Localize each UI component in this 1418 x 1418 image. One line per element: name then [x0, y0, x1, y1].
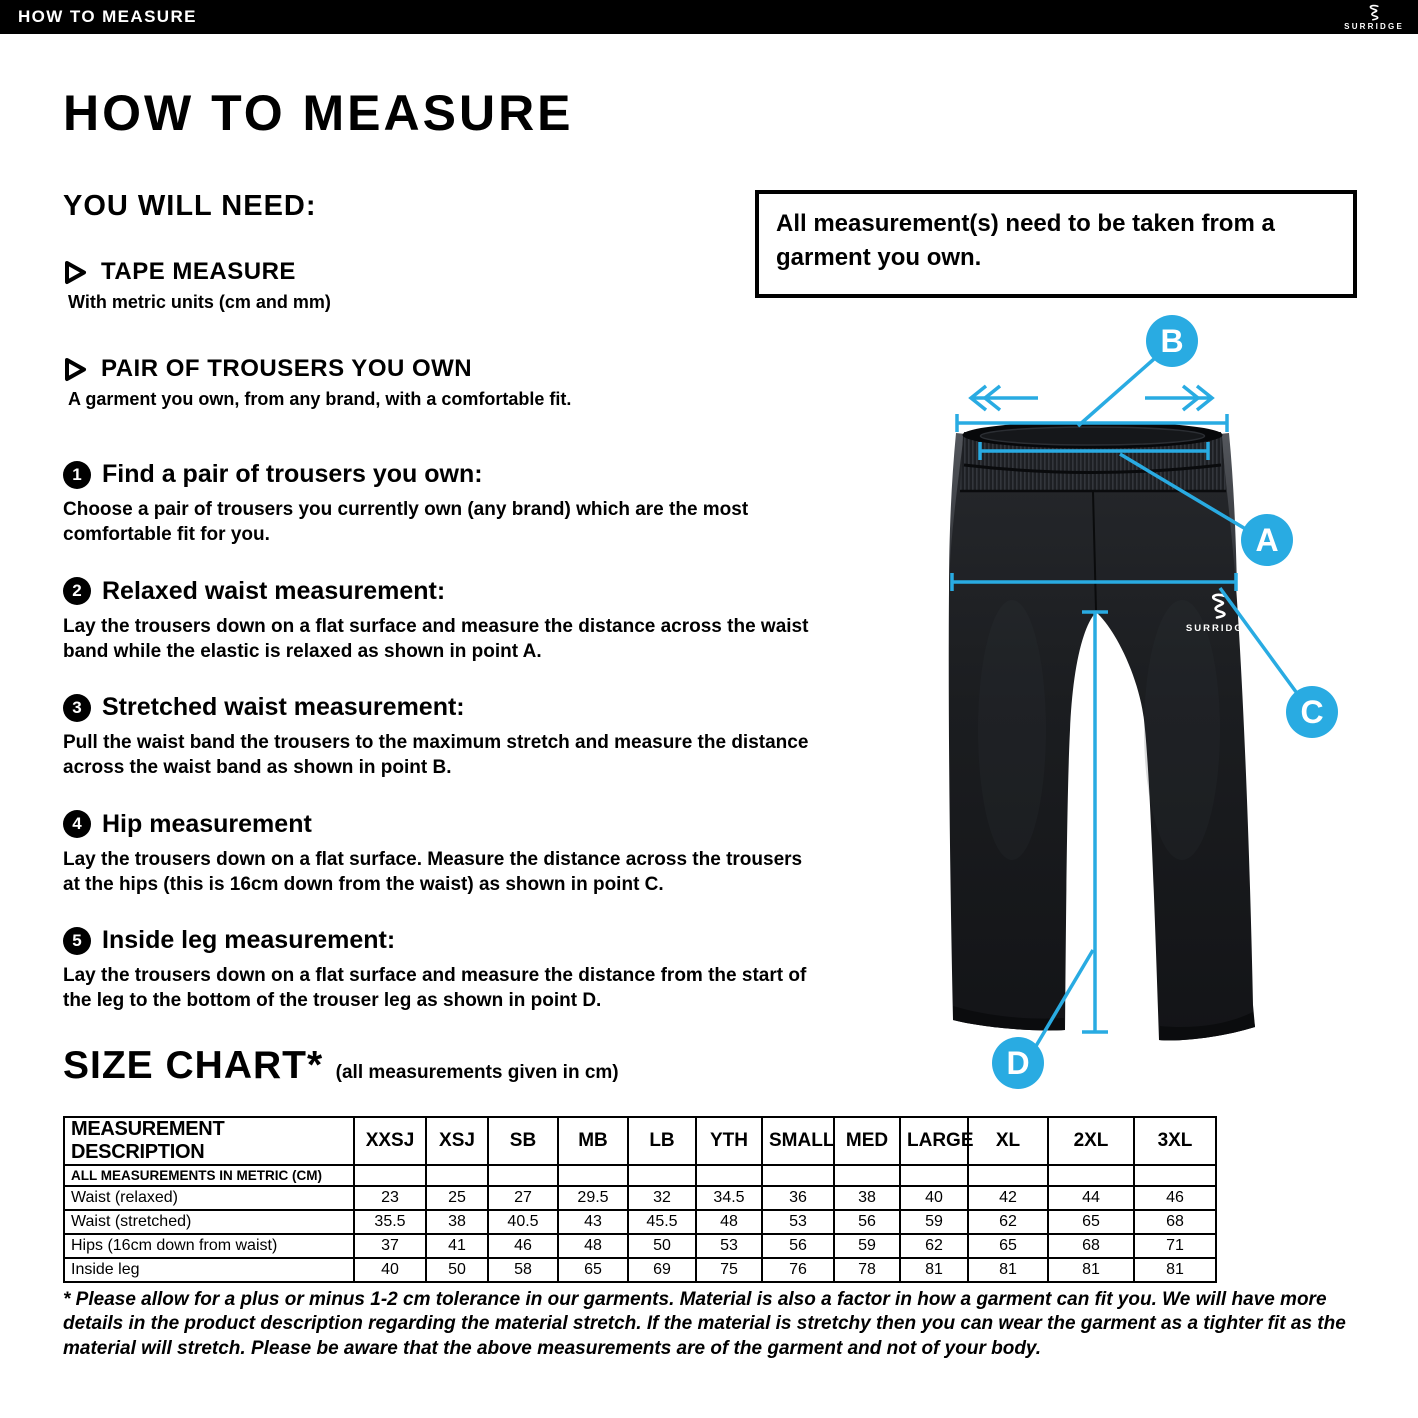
size-chart-row [64, 1234, 1216, 1258]
size-chart-row [64, 1186, 1216, 1210]
size-value-cell: 81 [1048, 1258, 1134, 1282]
tolerance-footnote: * Please allow for a plus or minus 1-2 cm tolerance in our garments. Material is also a factor in how a garment can fit you. We will have more details in the product description regarding the material stretch. If the material is stretchy then you can wear the garment as a tighter fit as the material will stretch. Please be aware that the above measurements are of the garment and not of your body. [63, 1289, 1346, 1359]
trousers-measurement-diagram [920, 300, 1360, 1100]
triangle-bullet-icon [63, 357, 88, 382]
size-value-cell: 48 [558, 1234, 628, 1258]
size-value-cell: 44 [1048, 1186, 1134, 1210]
surridge-s-icon [1367, 4, 1381, 22]
you-will-need-item [63, 258, 783, 313]
empty-cell [834, 1165, 900, 1186]
step-description: Lay the trousers down on a flat surface and measure the distance from the start of the leg to the bottom of the trouser leg as shown in point D. [63, 965, 807, 1012]
size-value-cell: 46 [488, 1234, 558, 1258]
size-value-cell: 23 [354, 1186, 426, 1210]
step-number-badge: 3 [63, 694, 91, 722]
step-title: Find a pair of trousers you own: [102, 460, 483, 488]
size-value-cell: 40.5 [488, 1210, 558, 1234]
measure-steps [63, 460, 833, 1043]
trousers-image [949, 422, 1255, 1041]
size-value-cell: 65 [1048, 1210, 1134, 1234]
step-number-badge: 5 [63, 927, 91, 955]
you-will-need-list [63, 258, 783, 452]
you-will-need-item-description: A garment you own, from any brand, with a comfortable fit. [68, 389, 572, 409]
empty-cell [488, 1165, 558, 1186]
size-value-cell: 78 [834, 1258, 900, 1282]
size-value-cell: 59 [900, 1210, 968, 1234]
size-value-cell: 50 [628, 1234, 696, 1258]
size-value-cell: 42 [968, 1186, 1048, 1210]
size-row-label: Waist (stretched) [64, 1210, 354, 1234]
size-value-cell: 76 [762, 1258, 834, 1282]
size-chart-row [64, 1210, 1216, 1234]
measure-step [63, 810, 833, 898]
empty-cell [968, 1165, 1048, 1186]
size-col-header: LB [628, 1117, 696, 1165]
empty-cell [558, 1165, 628, 1186]
svg-text:SURRIDGE: SURRIDGE [1185, 623, 1253, 634]
page-title: HOW TO MEASURE [63, 85, 574, 141]
size-value-cell: 81 [900, 1258, 968, 1282]
you-will-need-item-title: TAPE MEASURE [101, 258, 296, 285]
size-col-header: MED [834, 1117, 900, 1165]
size-value-cell: 69 [628, 1258, 696, 1282]
size-value-cell: 38 [834, 1186, 900, 1210]
diagram-point-C [1286, 686, 1338, 738]
size-value-cell: 40 [354, 1258, 426, 1282]
notice-text: All measurement(s) need to be taken from a garment you own. [776, 210, 1275, 272]
size-value-cell: 81 [1134, 1258, 1216, 1282]
size-chart-heading [63, 1044, 619, 1088]
metric-note-row [64, 1165, 1216, 1186]
diagram-point-A [1241, 514, 1293, 566]
you-will-need-item [63, 355, 783, 410]
size-value-cell: 35.5 [354, 1210, 426, 1234]
measure-step [63, 926, 833, 1014]
size-value-cell: 27 [488, 1186, 558, 1210]
svg-text:B: B [1160, 323, 1184, 359]
you-will-need-item-description: With metric units (cm and mm) [68, 292, 331, 312]
empty-cell [1134, 1165, 1216, 1186]
size-value-cell: 62 [968, 1210, 1048, 1234]
size-col-header: XL [968, 1117, 1048, 1165]
size-value-cell: 41 [426, 1234, 488, 1258]
size-chart-subtitle: (all measurements given in cm) [335, 1062, 619, 1083]
step-description: Choose a pair of trousers you currently own (any brand) which are the most comfortable fit for you. [63, 499, 749, 546]
you-will-need-item-title: PAIR OF TROUSERS YOU OWN [101, 355, 473, 382]
size-value-cell: 56 [762, 1234, 834, 1258]
you-will-need-heading: YOU WILL NEED: [63, 190, 317, 222]
empty-cell [628, 1165, 696, 1186]
empty-cell [762, 1165, 834, 1186]
svg-text:A: A [1255, 522, 1279, 558]
size-chart-header-row [64, 1117, 1216, 1165]
size-col-header: LARGE [900, 1117, 968, 1165]
size-value-cell: 53 [696, 1234, 762, 1258]
size-value-cell: 59 [834, 1234, 900, 1258]
size-value-cell: 48 [696, 1210, 762, 1234]
measure-step [63, 460, 833, 548]
empty-cell [696, 1165, 762, 1186]
size-value-cell: 68 [1048, 1234, 1134, 1258]
step-number-badge: 2 [63, 577, 91, 605]
empty-cell [900, 1165, 968, 1186]
empty-cell [354, 1165, 426, 1186]
size-value-cell: 53 [762, 1210, 834, 1234]
size-value-cell: 68 [1134, 1210, 1216, 1234]
size-chart-title: SIZE CHART* [63, 1044, 324, 1087]
size-col-header: MB [558, 1117, 628, 1165]
size-col-header: SB [488, 1117, 558, 1165]
measure-step [63, 693, 833, 781]
svg-text:C: C [1300, 694, 1324, 730]
triangle-bullet-icon [63, 260, 88, 285]
diagram-point-B [1146, 315, 1198, 367]
size-row-label: Hips (16cm down from waist) [64, 1234, 354, 1258]
size-value-cell: 75 [696, 1258, 762, 1282]
top-bar [0, 0, 1418, 34]
step-title: Hip measurement [102, 809, 312, 838]
notice-box [755, 190, 1357, 298]
size-value-cell: 34.5 [696, 1186, 762, 1210]
size-value-cell: 71 [1134, 1234, 1216, 1258]
size-col-header: XSJ [426, 1117, 488, 1165]
step-number-badge: 4 [63, 810, 91, 838]
size-col-header-description: MEASUREMENT DESCRIPTION [64, 1117, 354, 1165]
size-col-header: 2XL [1048, 1117, 1134, 1165]
size-col-header: XXSJ [354, 1117, 426, 1165]
size-row-label: Inside leg [64, 1258, 354, 1282]
step-description: Lay the trousers down on a flat surface and measure the distance across the waist band while the elastic is relaxed as shown in point A. [63, 615, 809, 662]
size-row-label: Waist (relaxed) [64, 1186, 354, 1210]
size-value-cell: 65 [968, 1234, 1048, 1258]
size-value-cell: 56 [834, 1210, 900, 1234]
size-chart-table [63, 1116, 1217, 1283]
svg-text:D: D [1006, 1045, 1030, 1081]
top-bar-title: HOW TO MEASURE [18, 7, 197, 26]
surridge-logo [1344, 4, 1404, 31]
step-description: Pull the waist band the trousers to the maximum stretch and measure the distance across the waist band as shown in point B. [63, 732, 809, 779]
size-col-header: 3XL [1134, 1117, 1216, 1165]
surridge-wordmark: SURRIDGE [1344, 21, 1404, 31]
size-value-cell: 46 [1134, 1186, 1216, 1210]
size-chart-row [64, 1258, 1216, 1282]
size-value-cell: 40 [900, 1186, 968, 1210]
empty-cell [1048, 1165, 1134, 1186]
size-value-cell: 50 [426, 1258, 488, 1282]
metric-note-cell: ALL MEASUREMENTS IN METRIC (CM) [64, 1165, 354, 1186]
size-value-cell: 58 [488, 1258, 558, 1282]
size-value-cell: 43 [558, 1210, 628, 1234]
step-title: Stretched waist measurement: [102, 693, 465, 722]
size-value-cell: 81 [968, 1258, 1048, 1282]
empty-cell [426, 1165, 488, 1186]
step-title: Inside leg measurement: [102, 926, 396, 955]
step-title: Relaxed waist measurement: [102, 576, 446, 605]
size-value-cell: 62 [900, 1234, 968, 1258]
size-value-cell: 36 [762, 1186, 834, 1210]
step-description: Lay the trousers down on a flat surface. Measure the distance across the trousers at the hips (this is 16cm down from the waist) as shown in point C. [63, 848, 803, 895]
size-value-cell: 25 [426, 1186, 488, 1210]
size-value-cell: 37 [354, 1234, 426, 1258]
size-value-cell: 45.5 [628, 1210, 696, 1234]
size-value-cell: 32 [628, 1186, 696, 1210]
size-value-cell: 29.5 [558, 1186, 628, 1210]
measure-step [63, 577, 833, 665]
diagram-point-D [992, 1037, 1044, 1089]
step-number-badge: 1 [63, 461, 91, 489]
size-value-cell: 65 [558, 1258, 628, 1282]
size-value-cell: 38 [426, 1210, 488, 1234]
size-col-header: SMALL [762, 1117, 834, 1165]
size-col-header: YTH [696, 1117, 762, 1165]
